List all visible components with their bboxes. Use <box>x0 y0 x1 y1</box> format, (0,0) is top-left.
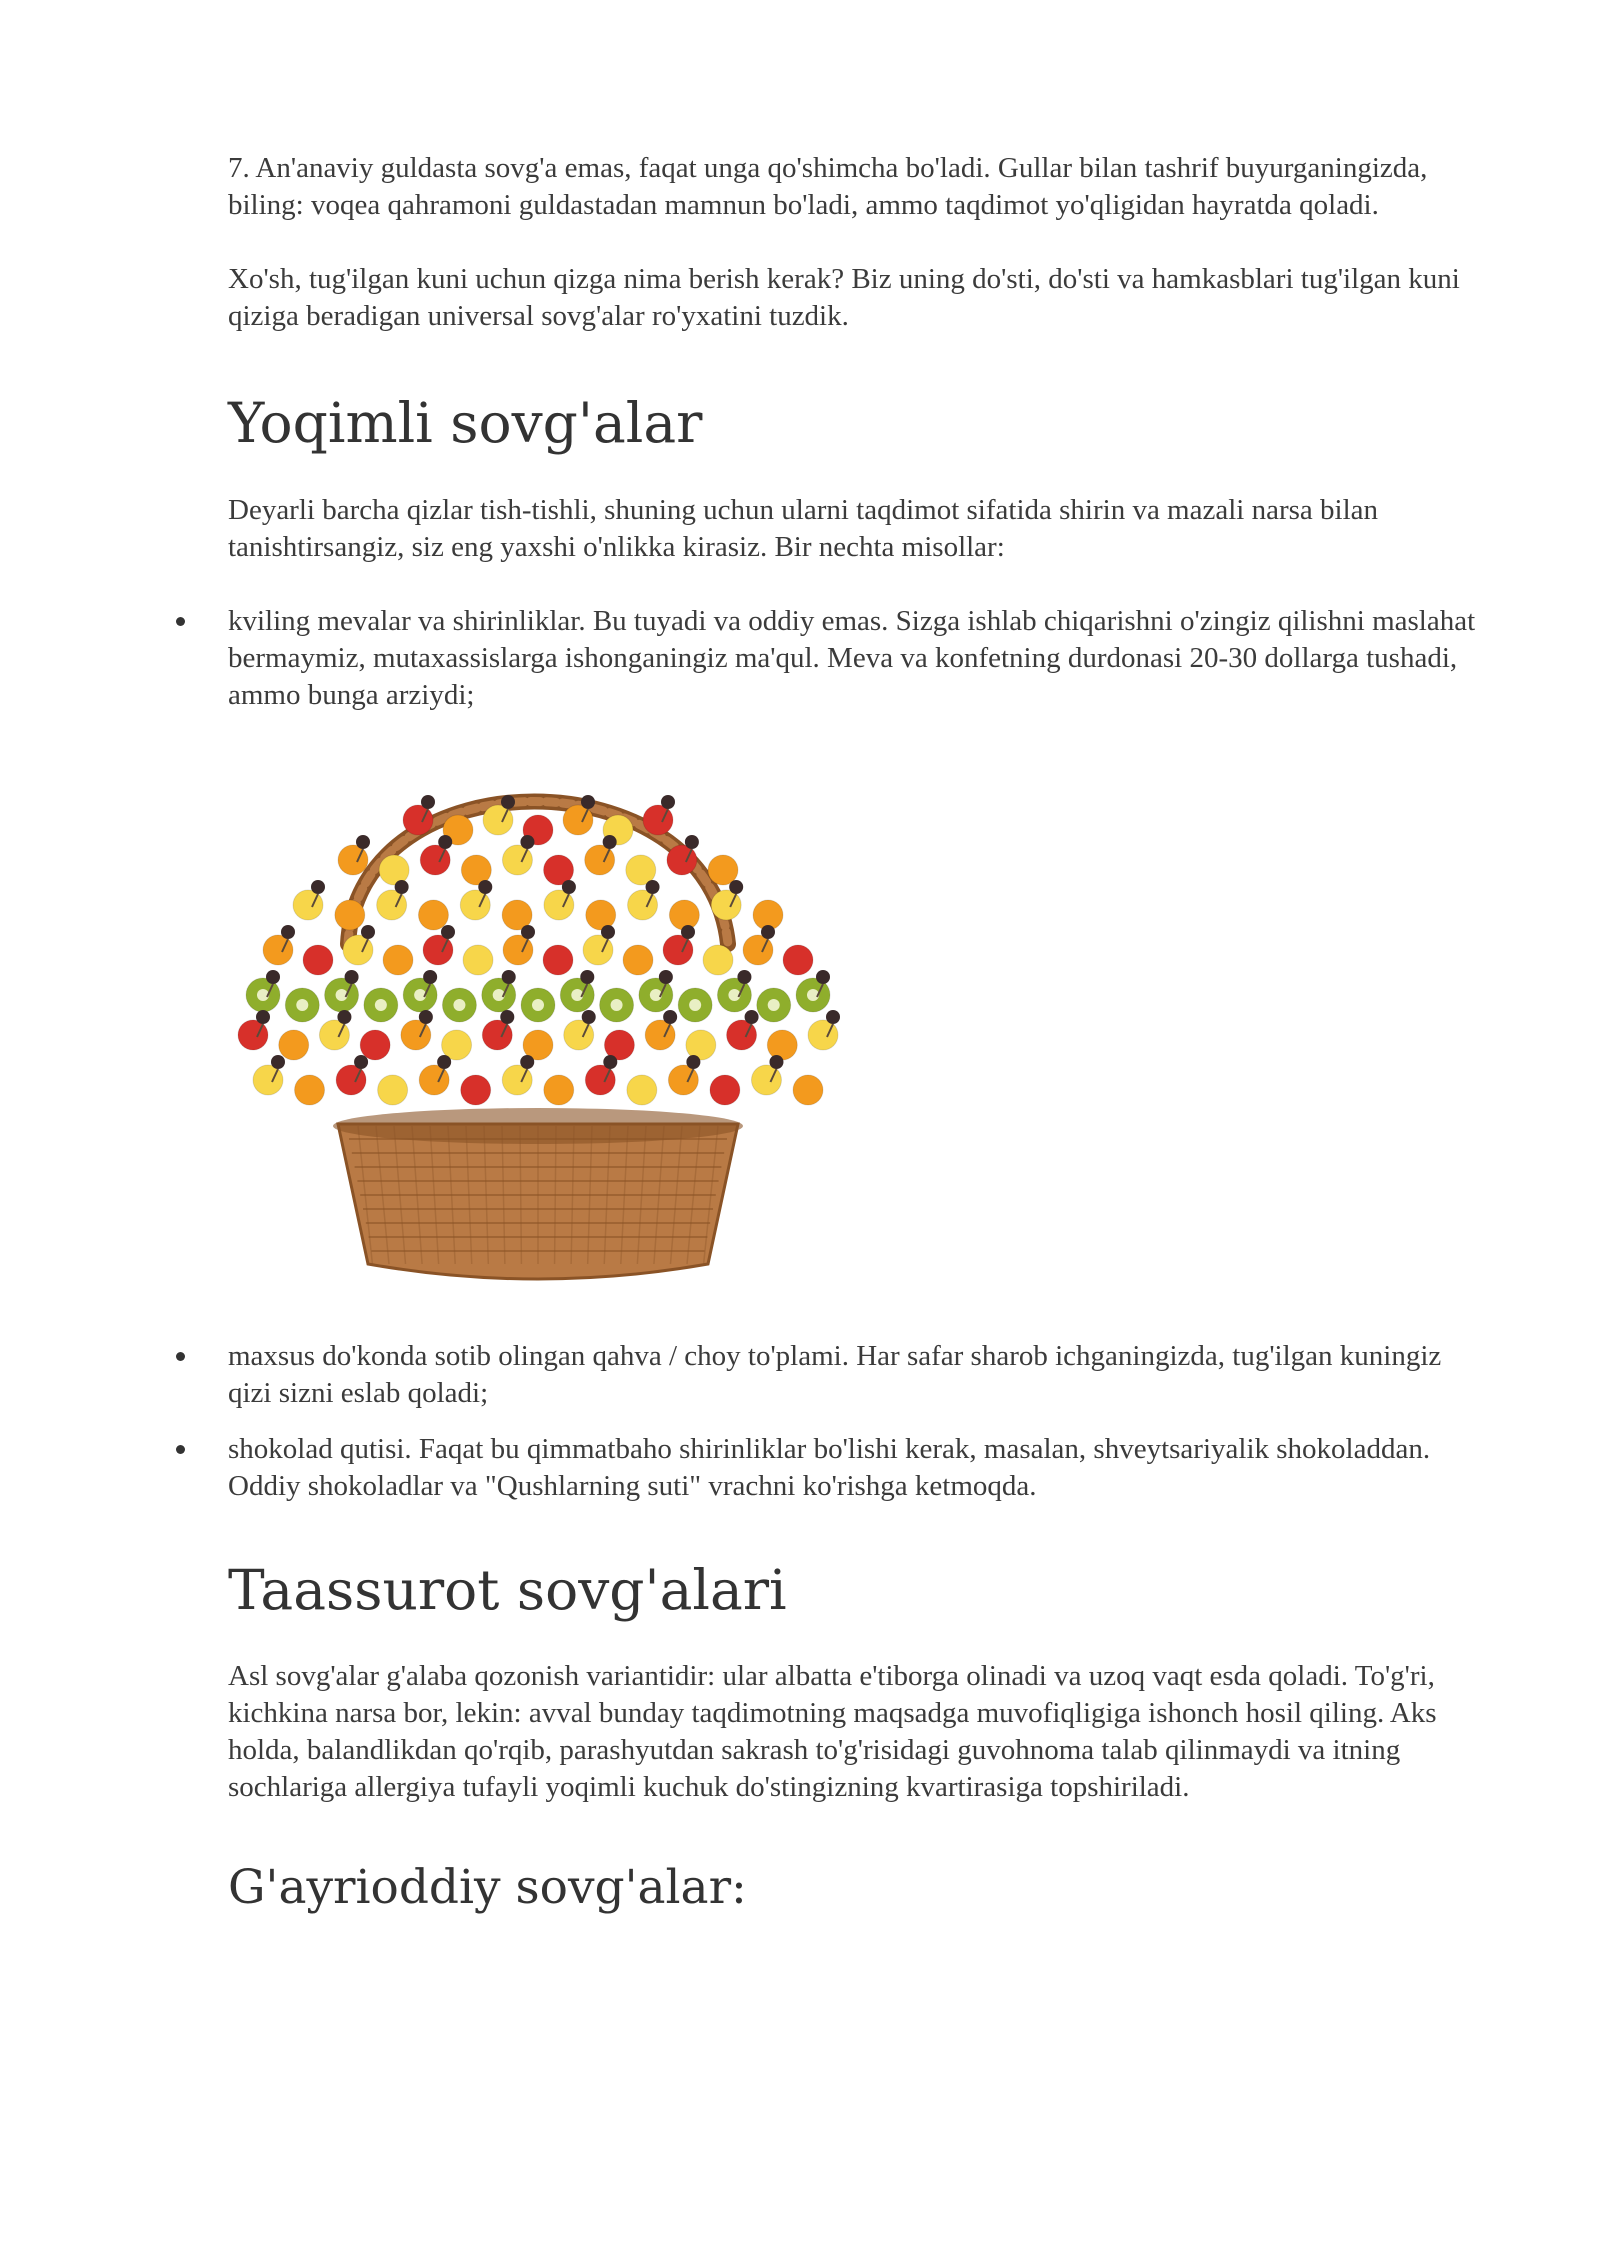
bullet-icon <box>176 1352 185 1361</box>
fruit-basket-photo-icon <box>228 734 848 1294</box>
document-content <box>228 150 1488 1918</box>
fruit-basket-image <box>228 734 848 1294</box>
bullet-list-more-gifts <box>228 1338 1488 1505</box>
paragraph-flowers-note: 7. An'anaviy guldasta sovg'a emas, faqat unga qo'shimcha bo'ladi. Gullar bilan tashrif buyurganingizda, biling: voqea qahramoni guldastadan mamnun bo'ladi, ammo taqdimot yo'qligidan hayratda qoladi. <box>228 152 1428 221</box>
list-item-text: maxsus do'konda sotib olingan qahva / choy to'plami. Har safar sharob ichganingizda, tug'ilgan kuningiz qizi sizni eslab qoladi; <box>228 1340 1442 1409</box>
heading-impression-gifts: Taassurot sovg'alari <box>228 1558 787 1622</box>
list-item <box>228 1431 1488 1505</box>
list-item <box>228 1338 1488 1412</box>
list-item-text: shokolad qutisi. Faqat bu qimmatbaho shirinliklar bo'lishi kerak, masalan, shveytsariyalik shokoladdan. Oddiy shokoladlar va "Qushlarning suti" vrachni ko'rishga ketmoqda. <box>228 1433 1431 1502</box>
heading-pleasant-gifts: Yoqimli sovg'alar <box>228 391 703 455</box>
bullet-list-sweets <box>228 603 1488 714</box>
paragraph-original-gifts: Asl sovg'alar g'alaba qozonish variantidir: ular albatta e'tiborga olinadi va uzoq vaqt esda qoladi. To'g'ri, kichkina narsa bor, lekin: avval bunday taqdimotning maqsadga muvofiqligiga ishonch hosil qiling. Aks holda, balandlikdan qo'rqib, parashyutdan sakrash to'g'risidagi guvohnoma talab qilinmaydi va itning sochlariga allergiya tufayli yoqimli kuchuk do'stingizning kvartirasiga topshiriladi. <box>228 1660 1437 1803</box>
paragraph-sweets-intro: Deyarli barcha qizlar tish-tishli, shuning uchun ularni taqdimot sifatida shirin va mazali narsa bilan tanishtirsangiz, siz eng yaxshi o'nlikka kirasiz. Bir nechta misollar: <box>228 494 1379 563</box>
bullet-icon <box>176 1445 185 1454</box>
heading-unusual-gifts: G'ayrioddiy sovg'alar: <box>228 1860 747 1915</box>
paragraph-intro-list: Xo'sh, tug'ilgan kuni uchun qizga nima berish kerak? Biz uning do'sti, do'sti va hamkasblari tug'ilgan kuni qiziga beradigan universal sovg'alar ro'yxatini tuzdik. <box>228 263 1460 332</box>
list-item-text: kviling mevalar va shirinliklar. Bu tuyadi va oddiy emas. Sizga ishlab chiqarishni o'zingiz qilishni maslahat bermaymiz, mutaxassislarga ishonganingiz ma'qul. Meva va konfetning durdonasi 20-30 dollarga tushadi, ammo bunga arziydi; <box>228 605 1476 711</box>
list-item <box>228 603 1488 714</box>
bullet-icon <box>176 617 185 626</box>
